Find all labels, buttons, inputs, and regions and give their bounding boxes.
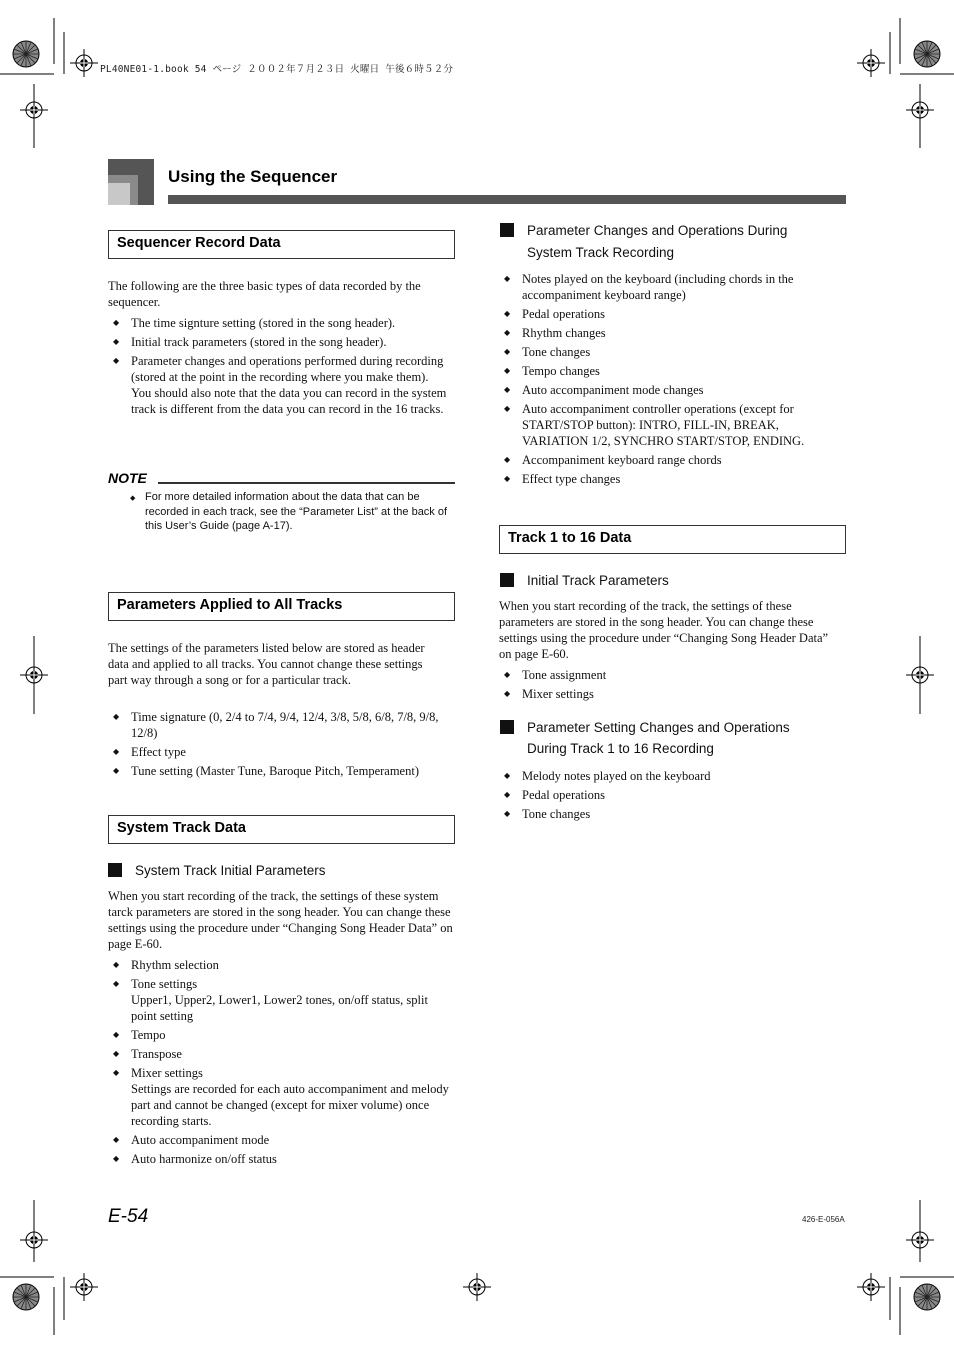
square-bullet-icon [108,863,122,877]
list-item: ◆ The time signture setting (stored in the song header). [113,316,396,330]
chapter-rule [168,195,846,204]
bullet-list [108,957,455,1170]
list-item: ◆ Pedal operations [504,788,605,802]
page-number: E-54 [108,1206,149,1227]
book-header: PL40NE01-1.book 54 ページ ２００２年７月２３日 火曜日 午後６時５２分 [100,64,454,75]
list-item: ◆ Tempo changes [504,364,600,378]
list-item: ◆ Tone assignment [504,668,607,682]
list-item: ◆ Effect type [113,745,186,759]
section-title-parameters-applied: Parameters Applied to All Tracks [108,592,455,621]
section-intro: When you start recording of the track, the settings of these parameters are stored in the song header. You can change these settings using the procedure under “Changing Song Header Data” on page E-60. [499,599,829,661]
list-item: ◆ Time signature (0, 2/4 to 7/4, 9/4, 12/4, 3/8, 5/8, 6/8, 7/8, 9/8, 12/8) [113,710,439,740]
note-list [128,490,455,534]
subsection-heading: System Track Initial Parameters [108,860,455,882]
list-item: ◆ Notes played on the keyboard (including chords in the accompaniment keyboard range) [504,272,794,302]
list-item: ◆ Transpose [113,1047,182,1061]
bullet-list [108,315,455,420]
subsection-heading: Initial Track Parameters [500,570,846,592]
chapter-tab-graphic [108,159,154,205]
list-item: ◆ Melody notes played on the keyboard [504,769,711,783]
list-item: ◆ Auto accompaniment mode changes [504,383,704,397]
note-rule [158,482,455,484]
list-item-continuation: Upper1, Upper2, Lower1, Lower2 tones, on/off status, split point setting [131,993,428,1023]
bullet-list [108,709,455,782]
list-item: ◆ Effect type changes [504,472,621,486]
list-item: ◆ Tone changes [504,807,591,821]
list-item: ◆ Mixer settings [504,687,594,701]
square-bullet-icon [500,573,514,587]
bullet-list [499,768,846,825]
bullet-list [499,271,846,490]
subsection-heading: Parameter Setting Changes and Operations During Track 1 to 16 Recording [500,717,846,761]
list-item: ◆ Initial track parameters (stored in the song header). [113,335,387,349]
list-item: ◆ Tempo [113,1028,166,1042]
list-item: ◆ Auto harmonize on/off status [113,1152,277,1166]
note-label: NOTE [108,470,147,486]
section-title-track-1-to-16-data: Track 1 to 16 Data [499,525,846,554]
square-bullet-icon [500,720,514,734]
list-item-continuation: Settings are recorded for each auto accompaniment and melody part and cannot be changed (except for mixer volume) once recording starts. [131,1082,449,1128]
section-intro: The settings of the parameters listed below are stored as header data and applied to all tracks. You cannot change these settings part way through a song or for a particular track. [108,641,425,687]
bullet-list [499,667,846,705]
list-item: ◆ Accompaniment keyboard range chords [504,453,722,467]
chapter-title: Using the Sequencer [168,167,338,186]
list-item: ◆ Tone settings [113,977,198,991]
list-item: ◆ Rhythm changes [504,326,606,340]
document-code: 426-E-056A [802,1215,845,1224]
section-title-sequencer-record-data: Sequencer Record Data [108,230,455,259]
list-item: ◆ Mixer settings [113,1066,203,1080]
list-item: ◆ Pedal operations [504,307,605,321]
subsection-heading: Parameter Changes and Operations During System Track Recording [500,220,846,264]
list-item: ◆ Tune setting (Master Tune, Baroque Pitch, Temperament) [113,764,419,778]
section-intro: The following are the three basic types of data recorded by the sequencer. [108,279,421,309]
list-item: ◆ Parameter changes and operations performed during recording (stored at the point in the recording where you make them). [113,354,444,384]
list-item: ◆ Auto accompaniment controller operations (except for START/STOP button): INTRO, FILL-IN, BREAK, VARIATION 1/2, SYNCHRO START/STOP, ENDING. [504,402,805,448]
list-item: ◆ Auto accompaniment mode [113,1133,270,1147]
section-intro: When you start recording of the track, the settings of these system tarck parameters are stored in the song header. You can change these settings using the procedure under “Changing Song Header Data” on page E-60. [108,889,453,951]
square-bullet-icon [500,223,514,237]
list-item: ◆ Tone changes [504,345,591,359]
section-title-system-track-data: System Track Data [108,815,455,844]
note-item: ◆ For more detailed information about the data that can be recorded in each track, see the “Parameter List” at the back of this User’s Guide (page A-17). [130,491,448,532]
list-item: ◆ Rhythm selection [113,958,219,972]
list-item-continuation: You should also note that the data you can record in the system track is different from the data you can record in the 16 tracks. [131,386,447,416]
